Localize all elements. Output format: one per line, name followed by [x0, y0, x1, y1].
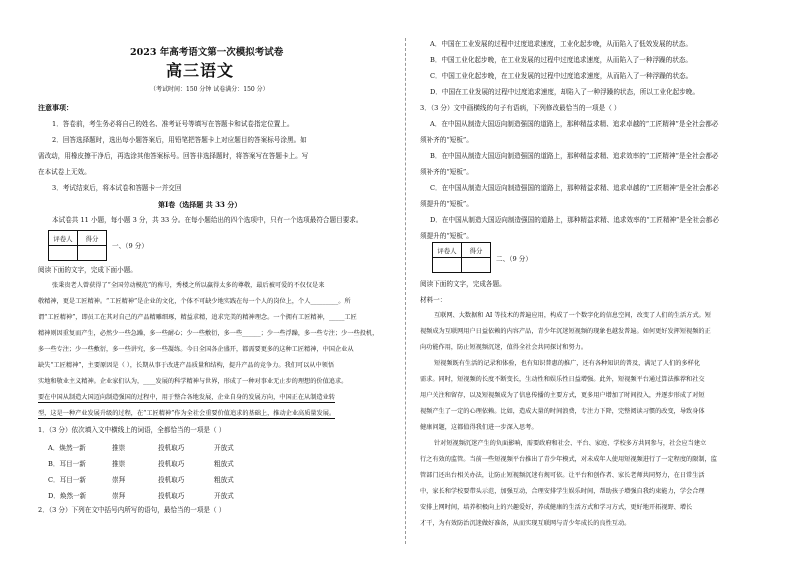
- material-line: 针对短视频沉迷产生的负面影响，需要政府和社会、平台、家庭、学校多方共同参与，社会应当建立: [434, 440, 707, 447]
- q3-option-d-cont: 须提升的“短板”。: [420, 232, 473, 240]
- grader-cell[interactable]: [49, 246, 78, 261]
- notice-item: 需改动，用橡皮擦干净后，再选涂其他答案标号。回答非选择题时，将答案写在答题卡上。写: [38, 152, 309, 160]
- option-cell: C．耳目一新: [48, 476, 87, 484]
- q3-option-c[interactable]: C．在中国从制造大国迈向制造强国的道路上，那种精益求精、追求卓越的“工匠精神”是全社会都必: [430, 184, 719, 192]
- option-cell: 推崇: [112, 460, 126, 468]
- passage-line: 张秉贵老人曾获得了“全国劳动模范”的称号，秀楼之所以赢得太多的尊敬，最后被可爱的不仅仅是来: [52, 282, 325, 289]
- passage-line: 多一些专注；少一些敷衍，多一些讲究，多一些凝练。今日全国各企盛开，都需要更多的这种工匠精神，中国企业从: [38, 346, 354, 353]
- time-score: （考试时间：150 分钟 试卷满分：150 分）: [150, 86, 269, 93]
- grader-table: [48, 230, 107, 261]
- material-line: 短视频既有生活的记录和体验，也有知识普惠的推广，还有各种知识的普及，满足了人们的多样化: [434, 360, 701, 367]
- option-cell: B．耳目一新: [48, 460, 86, 468]
- passage-line-underlined: 型，这是一种产业发展升级的过程，在“工匠精神”作为全社会重要价值追求的基础上，推动企业高质量发展。: [38, 410, 336, 417]
- option-cell: 推崇: [112, 444, 126, 452]
- right-column: [420, 0, 775, 562]
- q1-option-c[interactable]: [48, 474, 234, 484]
- score-label: 得分: [462, 243, 491, 258]
- reading-instruction: 阅读下面的文字，完成下面小题。: [38, 266, 137, 274]
- passage-line: 敬精神，更是工匠精神。“工匠精神”是企业的文化，个体不可缺少地实践在每一个人的岗位上，个人_________。所: [38, 298, 351, 305]
- q1-stem: 1．（3 分）依次填入文中横线上的词语，全都恰当的一项是（ ）: [38, 426, 226, 434]
- q1-option-a[interactable]: [48, 442, 234, 452]
- material-line: 视频成为互联网用户日益依赖的内容产品，青少年沉迷短视频的现象也越发普遍。如何更好发挥短视频的正: [420, 328, 711, 335]
- passage-line: 缺失“工匠精神”，主要原因是（ ），长期从事于改进产品质量和结构，提升产品的竞争力。我们可以从中领悟: [38, 362, 335, 369]
- notice-item: 1．答卷前，考生务必将自己的姓名、准考证号等填写在答题卡和试卷指定位置上。: [52, 120, 294, 128]
- notice-item: 3．考试结束后，将本试卷和答题卡一并交回: [52, 184, 182, 192]
- option-cell: 开放式: [214, 492, 234, 500]
- option-cell: 崇拜: [112, 492, 126, 500]
- q1-option-b[interactable]: [48, 458, 234, 468]
- option-cell: 投机取巧: [158, 444, 185, 452]
- notice-item: 2．回答选择题时，选出每小题答案后，用铅笔把答题卡上对应题目的答案标号涂黑。如: [52, 136, 307, 144]
- material-line: 安排上网时间，培养积极向上的兴趣爱好，养成健康的生活方式和学习方式，更好地开拓视野、增长: [420, 504, 693, 511]
- q3-option-b[interactable]: B．在中国从制造大国迈向制造强国的道路上，那种精益求精、追求效率的“工匠精神”是全社会都必: [430, 152, 719, 160]
- passage-line-underlined: 要在中国从制造大国迈向制造强国的过程中，用于整合各地发展，企业自身的发展方向，中国正在从制造业转: [38, 394, 335, 401]
- material-line: 用户关注和留存，以及短视频成为了信息传播的主要方式，更多用户增加了时间投入，并逐步形成了对短: [420, 392, 705, 399]
- option-cell: 投机取巧: [158, 492, 185, 500]
- exam-title: 2023 年高考语文第一次模拟考试卷: [130, 47, 284, 58]
- q3-option-d[interactable]: D．在中国从制造大国迈向制造强国的道路上，那种精益求精、追求效率的“工匠精神”是全社会都必: [430, 216, 719, 224]
- option-cell: 投机取巧: [158, 476, 185, 484]
- material-line: 健康问题，这都值得我们进一步深入思考。: [420, 424, 538, 431]
- passage-line: 实地和敬业主义精神。企业家们认为，____发展的科学精神与世界，形成了一种对事业无止步的理想的价值追求。: [38, 378, 348, 385]
- material-line: 互联网、大数据和 AI 等技术的普遍应用，构成了一个数字化的信息空间，改变了人们的生活方式。短: [434, 312, 711, 319]
- grader-label: 评卷人: [433, 243, 462, 258]
- material-line: 视频产生了一定的心理依赖。比如，造成大量的时间浪费，专注力下降，完整阅读习惯的改变，导致身体: [420, 408, 705, 415]
- q3-stem: 3．（3 分）文中画横线的句子有语病，下列修改最恰当的一项是（ ）: [420, 104, 621, 112]
- material-label: 材料一：: [420, 296, 447, 304]
- reading-instruction-2: 阅读下面的文字，完成各题。: [420, 280, 506, 288]
- option-cell: 投机取巧: [158, 460, 185, 468]
- option-cell: 开放式: [214, 444, 234, 452]
- material-line: 向功能作用，防止短视频沉迷，值得全社会共同探讨和努力。: [420, 344, 588, 351]
- section-heading: 第Ⅰ卷（选择题 共 33 分）: [158, 200, 242, 209]
- q2-option-d[interactable]: D．中国在工业发展的过程中过度追求速度，却陷入了一种浮躁的状态，所以工业化起步晚。: [430, 88, 700, 96]
- q2-option-c[interactable]: C．中国工业化起步晚，在工业发展的过程中过度追求速度，从而陷入了一种浮躁的状态。: [430, 72, 693, 80]
- score-cell[interactable]: [78, 246, 107, 261]
- part-title: 一、（9 分）: [112, 242, 148, 250]
- grader-table-2: [432, 242, 491, 273]
- option-cell: D．焕然一新: [48, 492, 87, 500]
- option-cell: 粗放式: [214, 460, 234, 468]
- option-cell: 崇拜: [112, 476, 126, 484]
- q1-option-d[interactable]: [48, 490, 234, 500]
- q2-stem: 2．（3 分）下列在文中括号内所写的语句，最恰当的一项是（ ）: [38, 506, 226, 514]
- passage-line: 谓“工匠精神”，即员工在其对自己的产品精雕细琢，精益求精，追求完美的精神理念。一个拥有工匠精神，_____工匠: [38, 314, 357, 321]
- grader-label: 评卷人: [49, 231, 78, 246]
- material-line: 需求。同时，短视频的长度不断变长，生动性和娱乐性日益增强。此外，短视频平台通过算法推荐和社交: [420, 376, 705, 383]
- notice-heading: 注意事项：: [38, 103, 73, 112]
- material-line: 中，家长和学校要带头示范，加强互动，合理安排学生娱乐时间，帮助孩子增强自我约束能力，学会合理: [420, 488, 705, 495]
- subject-title: 高三语文: [166, 61, 235, 80]
- material-line: 行之有效的监管。当前一些短视频平台推出了青少年模式，对未成年人使用短视频进行了一定程度的限制，监: [420, 456, 717, 463]
- q3-option-c-cont: 须提升的“短板”。: [420, 200, 473, 208]
- score-cell[interactable]: [462, 258, 491, 273]
- passage-line: 精神则因重复而产生，必然少一些急躁，多一些耐心；少一些敷衍，多一些______；少一些浮躁，多一些专注；少一些投机，: [38, 330, 379, 337]
- left-column: [38, 0, 396, 562]
- material-line: 才干，为有效防治沉迷做好准备，从而实现互联网与青少年成长的良性互动。: [420, 520, 631, 527]
- q3-option-a[interactable]: A．在中国从制造大国迈向制造强国的道路上，那种精益求精、追求卓越的“工匠精神”是全社会都必: [430, 120, 719, 128]
- option-cell: 粗放式: [214, 476, 234, 484]
- q2-option-a[interactable]: A．中国在工业发展的过程中过度追求速度，工业化起步晚，从而陷入了低效发展的状态。: [430, 40, 692, 48]
- grader-cell[interactable]: [433, 258, 462, 273]
- option-cell: A．焕然一新: [48, 444, 86, 452]
- notice-item: 在本试卷上无效。: [38, 168, 91, 176]
- score-label: 得分: [78, 231, 107, 246]
- q3-option-b-cont: 须补齐的“短板”。: [420, 168, 473, 176]
- q2-option-b[interactable]: B．中国工业化起步晚，在工业发展的过程中过度追求速度，从而陷入了一种浮躁的状态。: [430, 56, 692, 64]
- q3-option-a-cont: 须补齐的“短板”。: [420, 136, 473, 144]
- column-divider: [405, 38, 406, 544]
- section-intro: 本试卷共 11 小题，每小题 3 分，共 33 分。在每小题给出的四个选项中，只有一个选项最符合题目要求。: [52, 216, 363, 224]
- part-title-2: 二、（9 分）: [496, 255, 532, 263]
- material-line: 管部门还出台相关办法，让防止短视频沉迷有规可依。让平台和创作者、家长老师共同努力，在日常生活: [420, 472, 705, 479]
